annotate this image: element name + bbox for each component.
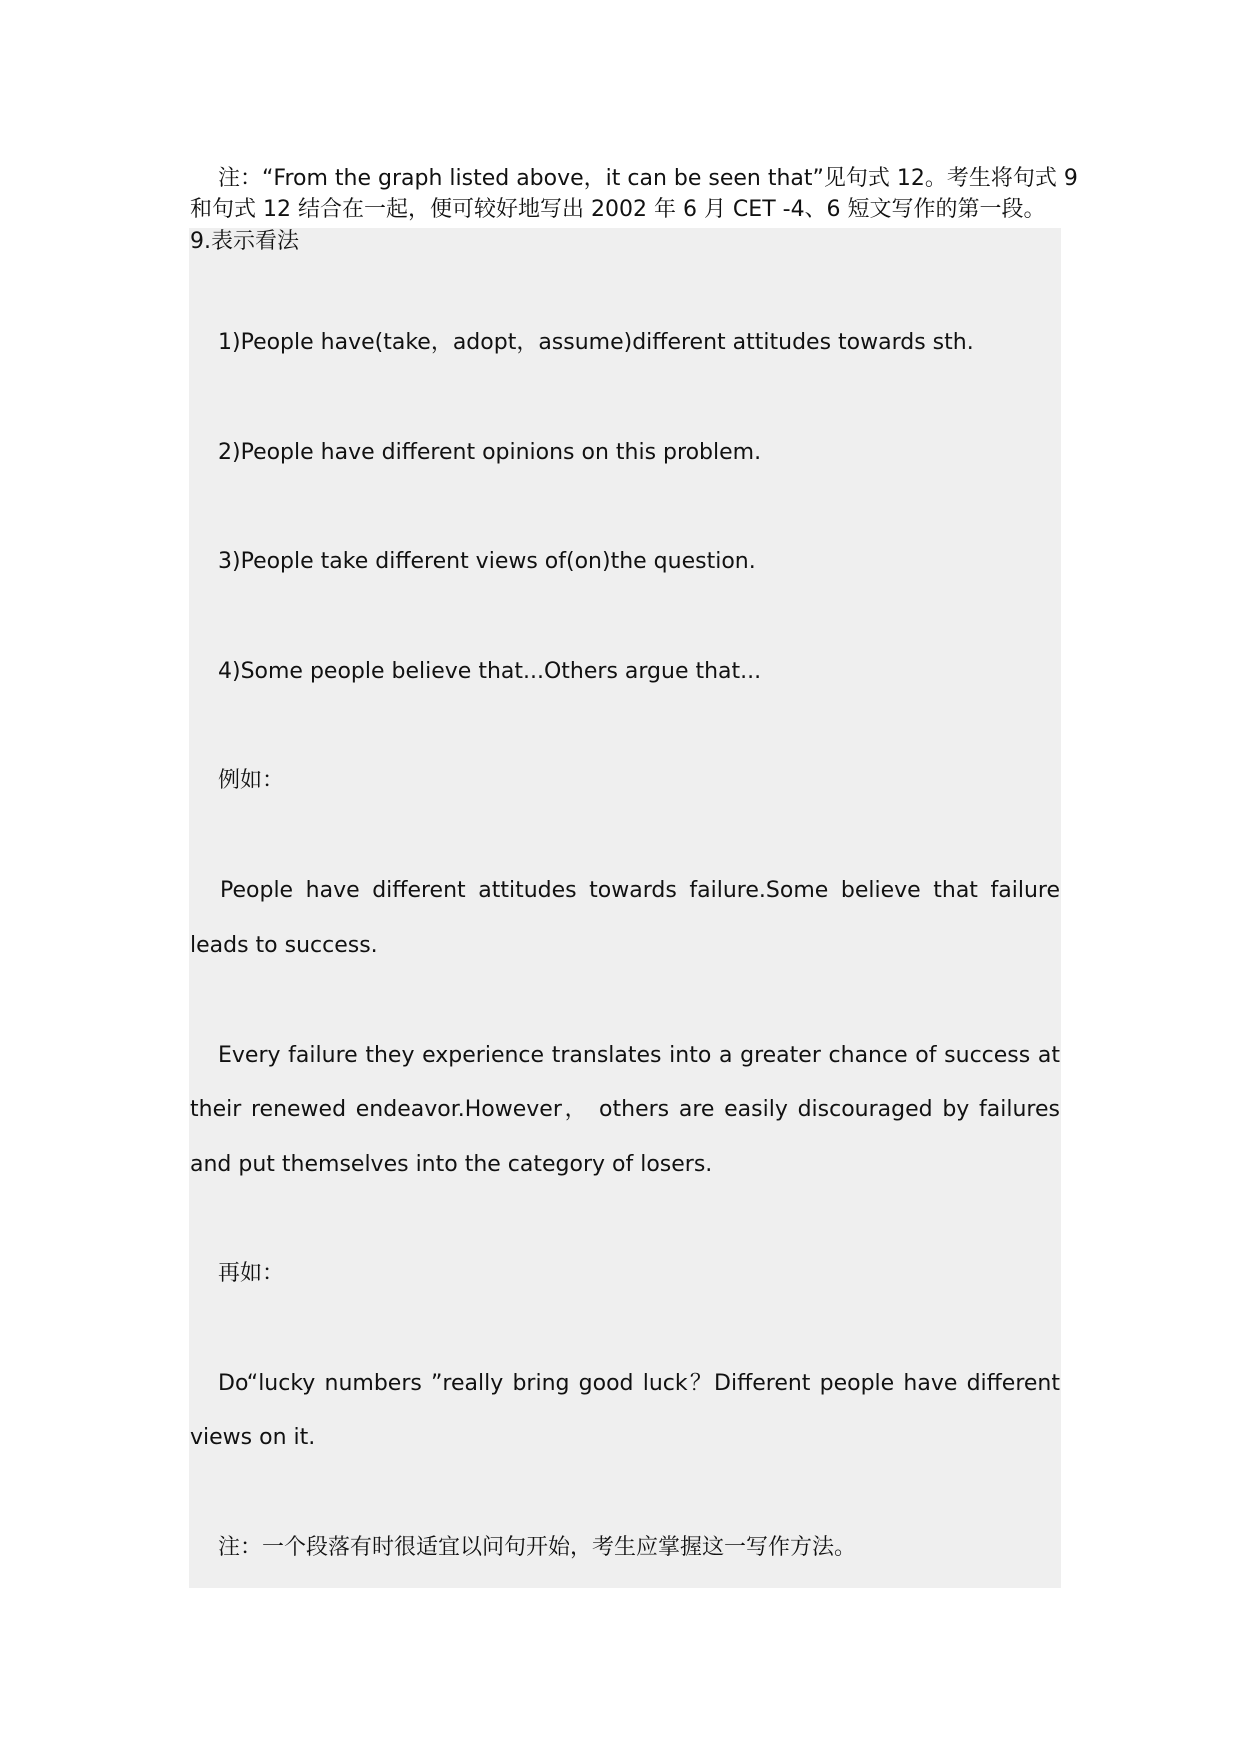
example-para1-line1: People have different attitudes towards failure.Some believe that failure (220, 878, 1060, 903)
example-para1-line2: leads to success. (190, 933, 378, 958)
example2-line1: Do“lucky numbers ”really bring good luck？Different people have different (218, 1371, 1060, 1396)
intro-note-line-1: 注：“From the graph listed above，it can be seen that”见句式 12。考生将句式 9 (218, 166, 1078, 191)
section-heading: 9.表示看法 (190, 229, 299, 254)
pattern-4: 4)Some people believe that...Others argue that... (218, 659, 762, 684)
pattern-3: 3)People take different views of(on)the question. (218, 549, 756, 574)
example-para2-line2: their renewed endeavor.However， others are easily discouraged by failures (190, 1097, 1060, 1122)
example2-label: 再如： (218, 1261, 285, 1286)
intro-note-line-2: 和句式 12 结合在一起，便可较好地写出 2002 年 6 月 CET -4、6 短文写作的第一段。 (190, 197, 1046, 222)
example-para2-line1: Every failure they experience translates into a greater chance of success at (218, 1043, 1060, 1068)
example-para2-line3: and put themselves into the category of losers. (190, 1152, 713, 1177)
example-label: 例如： (218, 768, 285, 793)
pattern-1: 1)People have(take，adopt，assume)different attitudes towards sth. (218, 330, 974, 355)
closing-note: 注：一个段落有时很适宜以问句开始，考生应掌握这一写作方法。 (218, 1535, 857, 1560)
pattern-2: 2)People have different opinions on this problem. (218, 440, 762, 465)
example2-line2: views on it. (190, 1425, 316, 1450)
